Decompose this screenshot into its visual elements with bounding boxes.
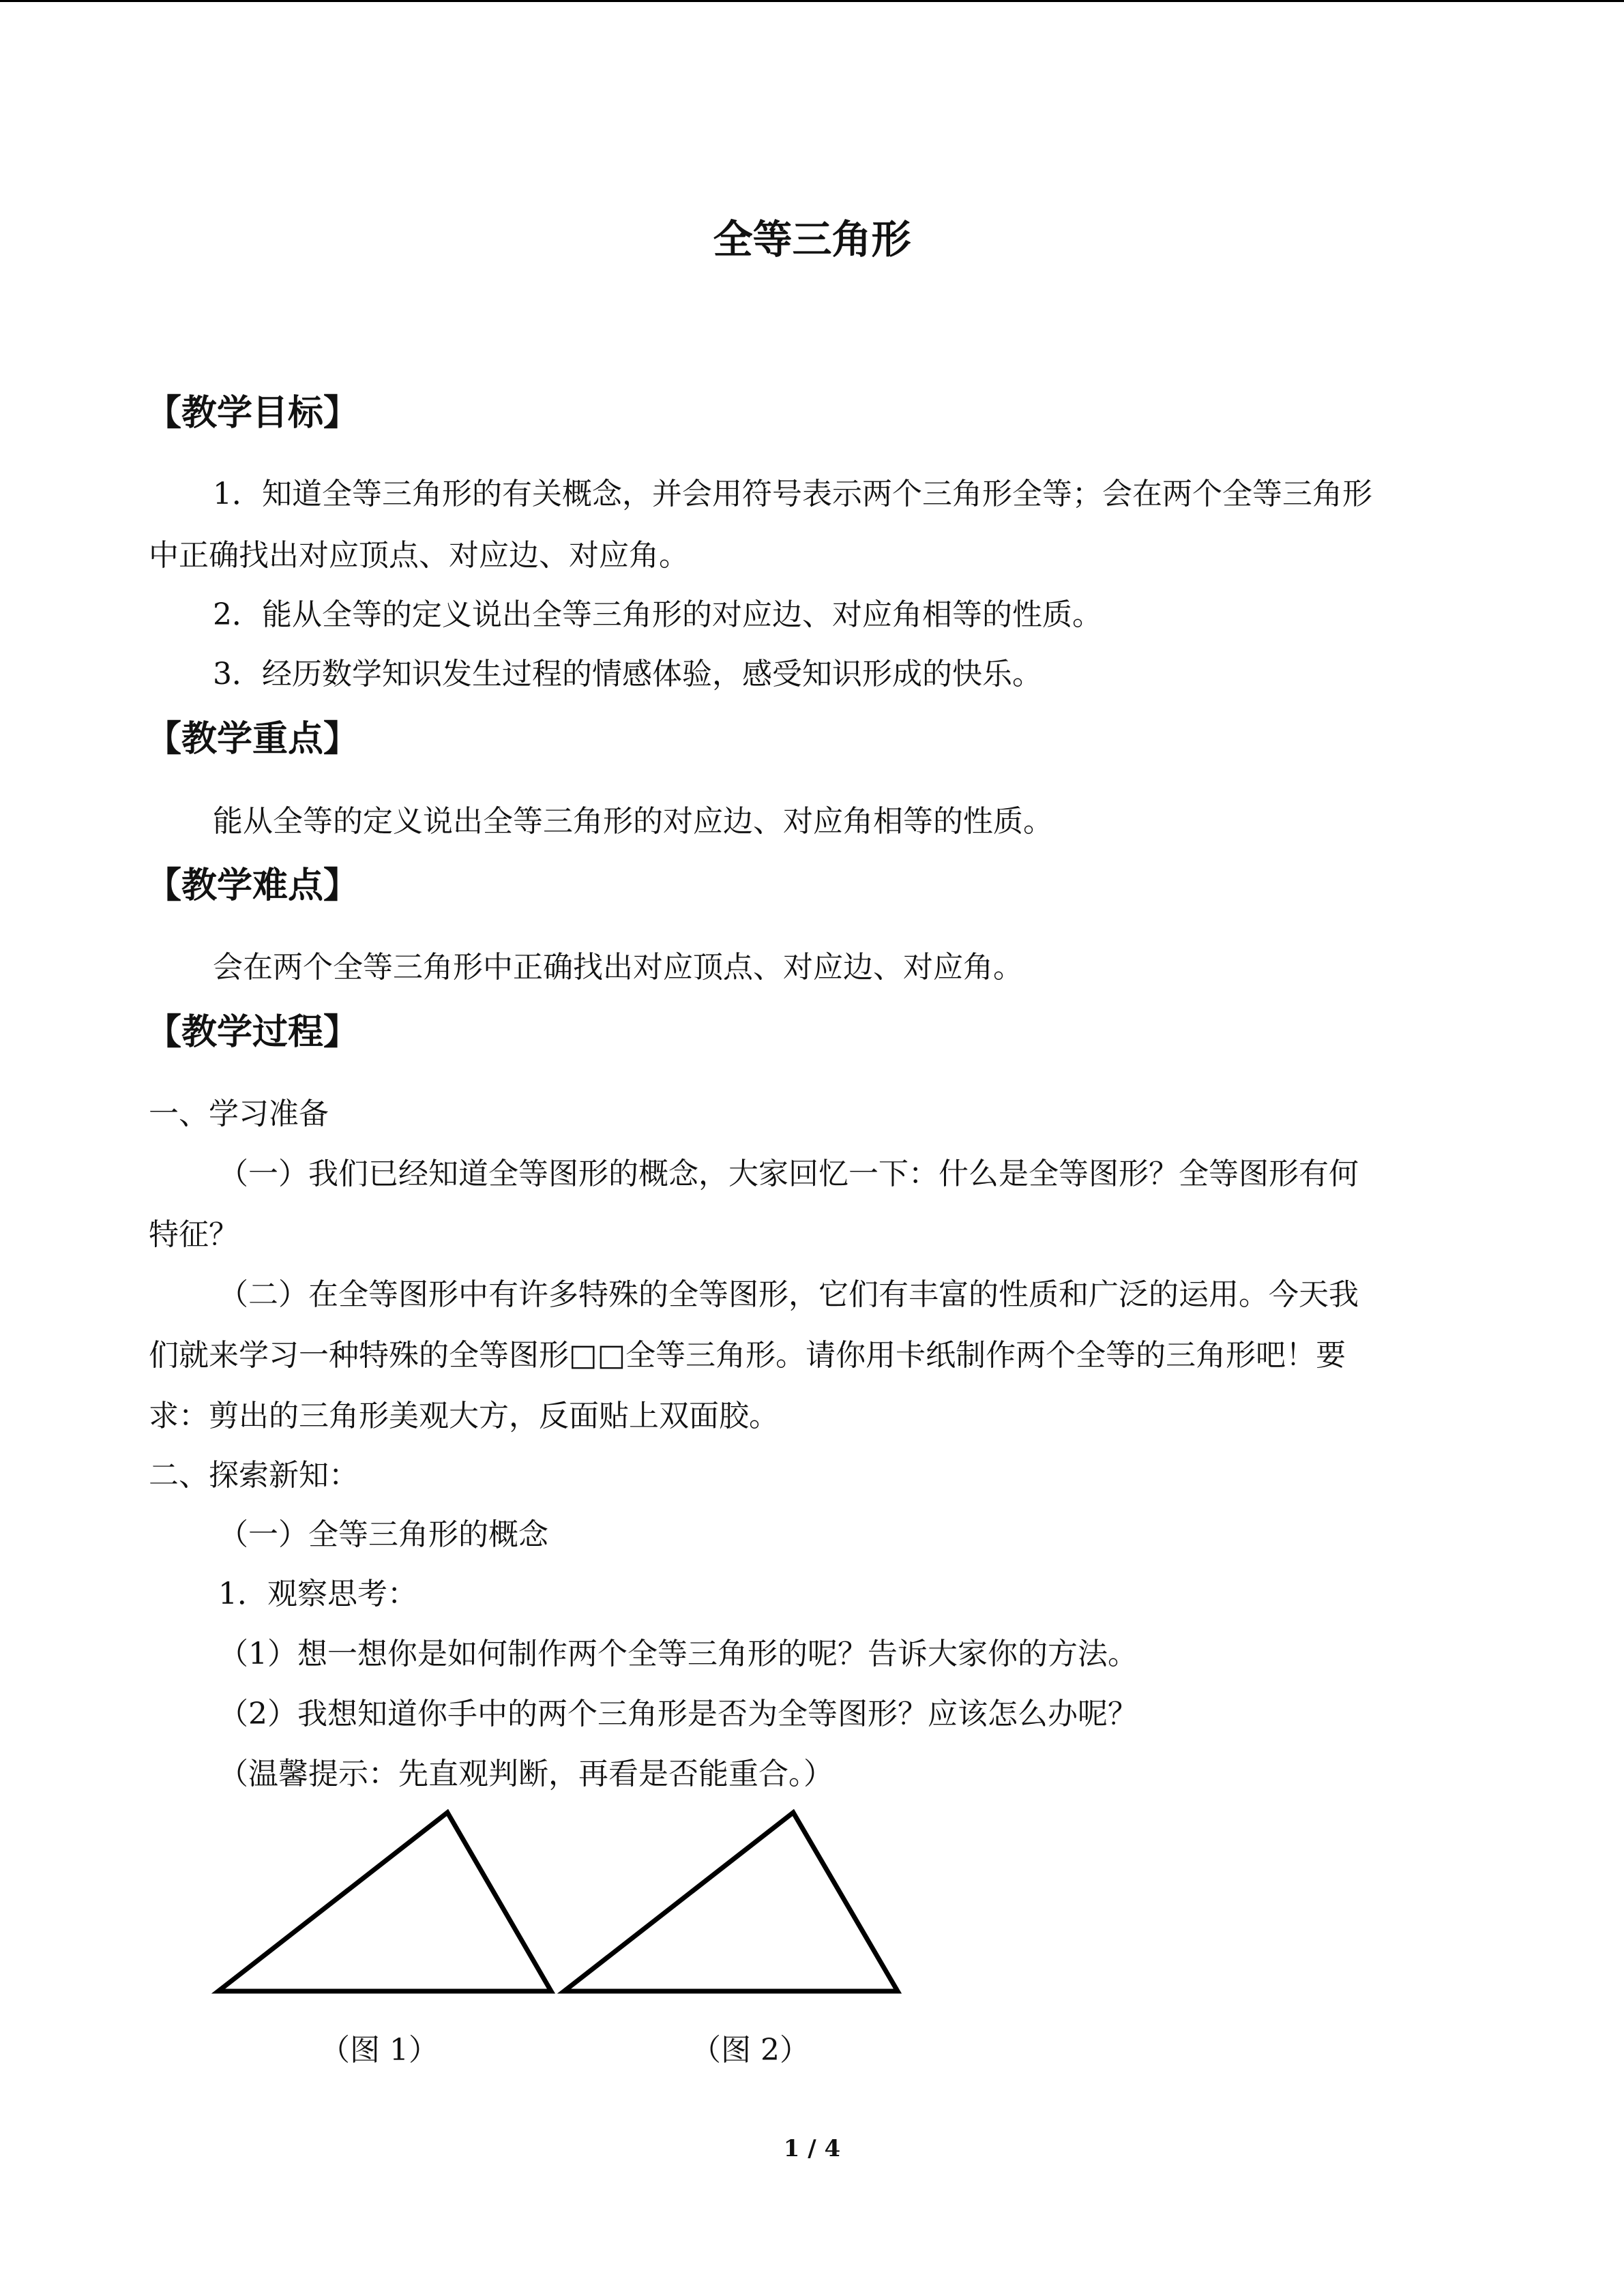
section-heading-objectives: 【教学目标】 bbox=[146, 393, 359, 434]
process-paragraph-1-line-2: 特征？ bbox=[149, 1217, 239, 1252]
triangle-figure-1 bbox=[218, 1813, 551, 1991]
section-heading-key-point: 【教学重点】 bbox=[146, 719, 359, 760]
objective-item-2: 2．能从全等的定义说出全等三角形的对应边、对应角相等的性质。 bbox=[213, 597, 1102, 632]
figure-2-caption: （图 2） bbox=[691, 2033, 810, 2068]
key-point-text: 能从全等的定义说出全等三角形的对应边、对应角相等的性质。 bbox=[213, 804, 1053, 839]
process-paragraph-1-line-1: （一）我们已经知道全等图形的概念，大家回忆一下：什么是全等图形？全等图形有何 bbox=[218, 1157, 1359, 1191]
process-paragraph-2-line-3: 求：剪出的三角形美观大方，反面贴上双面胶。 bbox=[149, 1399, 779, 1433]
process-observe-think: 1．观察思考： bbox=[218, 1577, 417, 1611]
document-title: 全等三角形 bbox=[713, 216, 911, 263]
objective-item-1-line-1: 1．知道全等三角形的有关概念，并会用符号表示两个三角形全等；会在两个全等三角形 bbox=[213, 477, 1372, 511]
objective-item-3: 3．经历数学知识发生过程的情感体验，感受知识形成的快乐。 bbox=[213, 657, 1042, 691]
section-heading-process: 【教学过程】 bbox=[146, 1012, 359, 1053]
figure-1-caption: （图 1） bbox=[320, 2033, 439, 2068]
process-tip: （温馨提示：先直观判断，再看是否能重合。） bbox=[218, 1757, 833, 1791]
process-part-1-title: 一、学习准备 bbox=[149, 1097, 329, 1131]
objective-item-1-line-2: 中正确找出对应顶点、对应边、对应角。 bbox=[149, 538, 689, 573]
process-part-2-title: 二、探索新知： bbox=[149, 1458, 359, 1493]
page-number: 1 / 4 bbox=[783, 2135, 841, 2162]
process-question-2: （2）我想知道你手中的两个三角形是否为全等图形？应该怎么办呢？ bbox=[218, 1697, 1138, 1731]
process-paragraph-2-line-2: 们就来学习一种特殊的全等图形□□全等三角形。请你用卡纸制作两个全等的三角形吧！要 bbox=[149, 1338, 1346, 1373]
process-question-1: （1）想一想你是如何制作两个全等三角形的呢？告诉大家你的方法。 bbox=[218, 1637, 1138, 1671]
difficulty-text: 会在两个全等三角形中正确找出对应顶点、对应边、对应角。 bbox=[213, 950, 1023, 985]
process-subsection-1-title: （一）全等三角形的概念 bbox=[218, 1517, 548, 1552]
process-paragraph-2-line-1: （二）在全等图形中有许多特殊的全等图形，它们有丰富的性质和广泛的运用。今天我 bbox=[218, 1277, 1359, 1312]
triangle-figure-2 bbox=[564, 1813, 898, 1991]
section-heading-difficulty: 【教学难点】 bbox=[146, 865, 359, 906]
